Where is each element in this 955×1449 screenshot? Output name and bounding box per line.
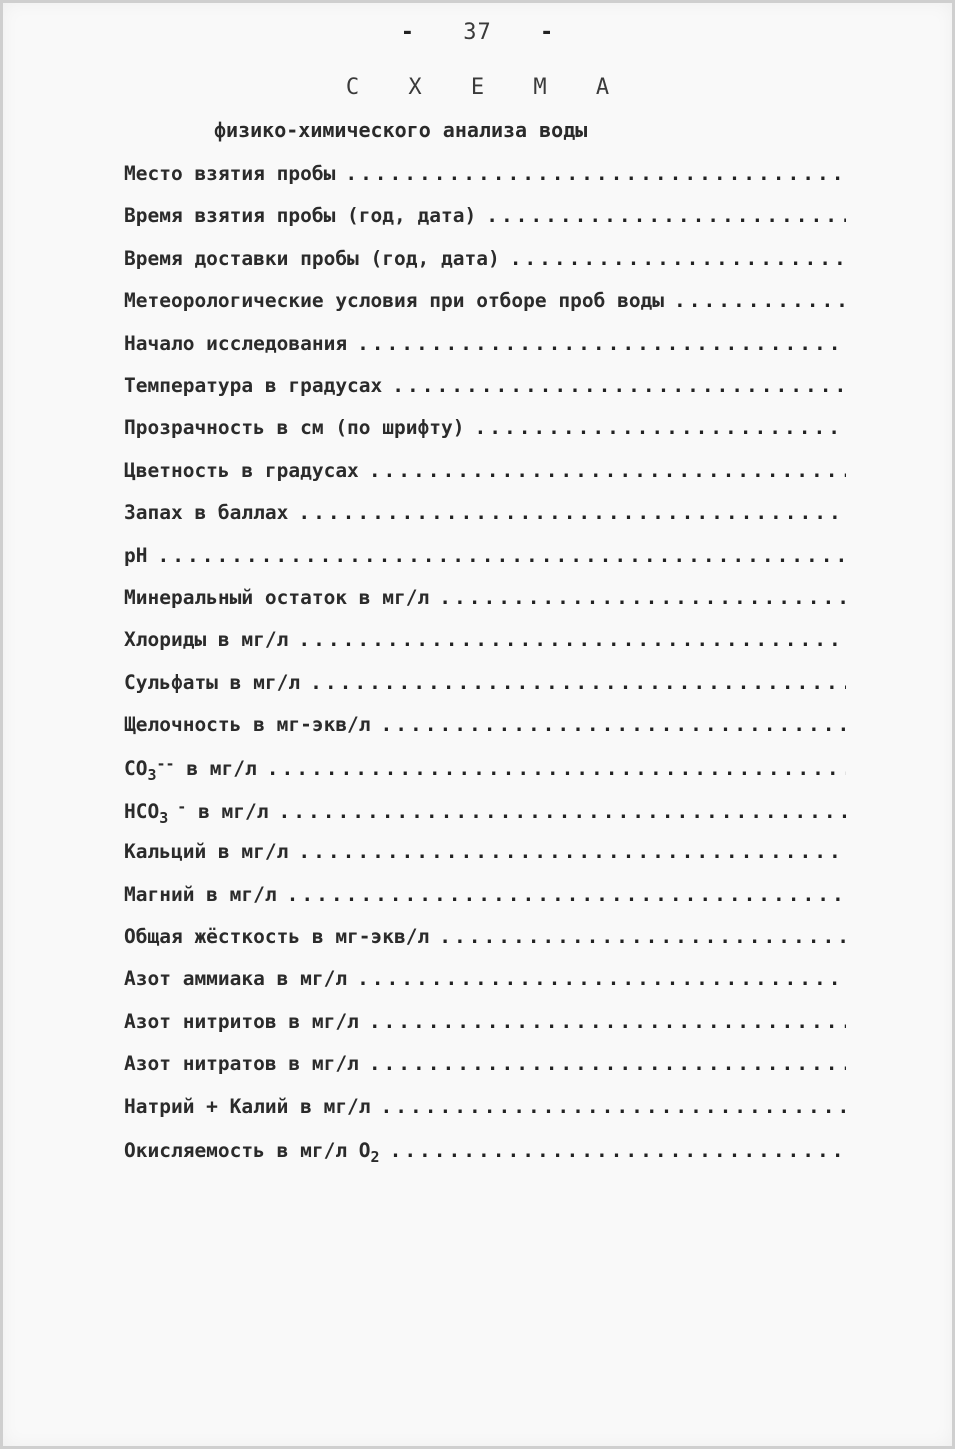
formula-rest: в мг/л xyxy=(186,799,269,823)
dot-leader xyxy=(287,883,846,906)
field-label xyxy=(124,1137,390,1166)
formula-rest: в мг/л xyxy=(174,757,257,781)
form-row xyxy=(124,713,846,755)
dot-leader xyxy=(390,1139,846,1162)
formula-superscript: -- xyxy=(156,755,175,774)
field-label: Место взятия пробы xyxy=(124,162,336,185)
dot-leader xyxy=(267,757,846,780)
formula-superscript: - xyxy=(168,797,187,816)
form-row xyxy=(124,289,846,331)
field-label: Минеральный остаток в мг/л xyxy=(124,585,430,609)
page-number xyxy=(0,20,955,45)
dot-leader xyxy=(369,1010,846,1033)
formula-subscript: 3 xyxy=(159,808,169,827)
dot-leader xyxy=(486,204,846,227)
dot-leader xyxy=(369,1052,846,1075)
dash-left: - xyxy=(400,20,415,45)
field-label xyxy=(124,755,267,784)
dot-leader xyxy=(392,374,846,397)
dot-leader xyxy=(279,800,846,823)
field-label: Азот аммиака в мг/л xyxy=(124,967,348,991)
formula-main: CO xyxy=(124,757,148,781)
dot-leader xyxy=(298,628,846,651)
form-row xyxy=(124,247,846,289)
field-label: Кальций в мг/л xyxy=(124,840,289,864)
form-row xyxy=(124,586,846,628)
field-label xyxy=(124,798,279,827)
field-label: pH xyxy=(124,543,148,567)
dot-leader xyxy=(310,671,846,694)
document-subtitle: физико-химического анализа воды xyxy=(214,118,588,142)
field-label: Запах в баллах xyxy=(124,501,289,525)
field-label: Щелочность в мг-экв/л xyxy=(124,713,371,737)
form-row xyxy=(124,671,846,713)
dot-leader xyxy=(674,289,846,312)
form-row xyxy=(124,755,846,797)
dot-leader xyxy=(357,967,846,990)
form-row xyxy=(124,925,846,967)
field-label: Хлориды в мг/л xyxy=(124,628,289,652)
field-label: Натрий + Калий в мг/л xyxy=(124,1094,371,1118)
form-row xyxy=(124,374,846,416)
form-row xyxy=(124,416,846,458)
form-fields xyxy=(124,162,846,1179)
dot-leader xyxy=(298,501,846,524)
dot-leader xyxy=(381,713,846,736)
field-label: Азот нитритов в мг/л xyxy=(124,1009,359,1033)
formula-main: HCO xyxy=(124,799,160,823)
formula-subscript: 2 xyxy=(370,1147,380,1166)
form-row xyxy=(124,883,846,925)
dot-leader xyxy=(298,840,846,863)
form-row xyxy=(124,840,846,882)
field-label: Общая жёсткость в мг-экв/л xyxy=(124,925,430,949)
dash-right: - xyxy=(540,20,555,45)
dot-leader xyxy=(157,544,846,567)
dot-leader xyxy=(474,416,846,439)
form-row xyxy=(124,1095,846,1137)
formula-main: Окисляемость в мг/л O xyxy=(124,1138,371,1162)
page-number-value: 37 xyxy=(463,20,492,45)
form-row xyxy=(124,459,846,501)
dot-leader xyxy=(439,586,846,609)
field-label: Прозрачность в см (по шрифту) xyxy=(124,416,465,440)
form-row xyxy=(124,162,846,204)
field-label: Начало исследования xyxy=(124,331,348,355)
dot-leader xyxy=(369,459,846,482)
form-row xyxy=(124,628,846,670)
field-label: Время доставки пробы (год, дата) xyxy=(124,246,500,270)
form-row xyxy=(124,1137,846,1179)
form-row xyxy=(124,967,846,1009)
field-label: Температура в градусах xyxy=(124,373,383,397)
form-row xyxy=(124,204,846,246)
dot-leader xyxy=(381,1095,846,1118)
formula-subscript: 3 xyxy=(147,766,157,785)
form-row xyxy=(124,1010,846,1052)
dot-leader xyxy=(345,162,846,185)
field-label: Цветность в градусах xyxy=(124,458,359,482)
dot-leader xyxy=(510,247,846,270)
document-title: С Х Е М А xyxy=(345,75,628,100)
field-label: Время взятия пробы (год, дата) xyxy=(124,204,477,228)
dot-leader xyxy=(439,925,846,948)
form-row xyxy=(124,332,846,374)
dot-leader xyxy=(357,332,846,355)
field-label: Магний в мг/л xyxy=(124,882,277,906)
form-row xyxy=(124,1052,846,1094)
field-label: Метеорологические условия при отборе проб воды xyxy=(124,289,665,313)
field-label: Сульфаты в мг/л xyxy=(124,670,301,694)
form-row xyxy=(124,544,846,586)
form-row xyxy=(124,501,846,543)
form-row xyxy=(124,798,846,840)
field-label: Азот нитратов в мг/л xyxy=(124,1052,359,1076)
